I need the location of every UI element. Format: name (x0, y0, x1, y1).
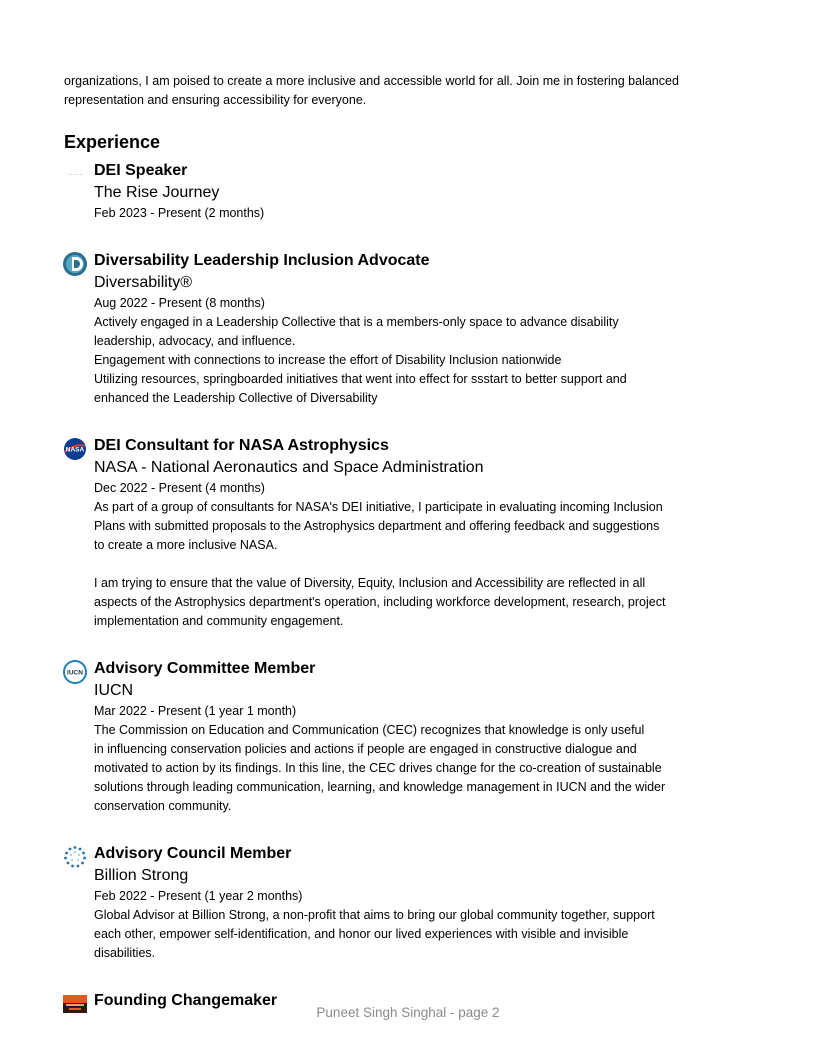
billion-strong-logo-icon (63, 845, 87, 869)
description-line: motivated to action by its findings. In this line, the CEC drives change for the co-creation of sustainable (94, 761, 662, 775)
job-dates: Dec 2022 - Present (4 months) (94, 481, 265, 495)
summary-line: representation and ensuring accessibility for everyone. (64, 93, 367, 107)
experience-entry (64, 160, 744, 223)
summary-paragraph (64, 72, 744, 110)
company-name: IUCN (94, 682, 134, 699)
description-line: The Commission on Education and Communication (CEC) recognizes that knowledge is only useful (94, 723, 645, 737)
description-line: leadership, advocacy, and influence. (94, 334, 296, 348)
experience-entry (64, 843, 744, 963)
description-line: Global Advisor at Billion Strong, a non-profit that aims to bring our global community together, support (94, 908, 655, 922)
iucn-logo-icon (63, 660, 87, 684)
job-dates: Mar 2022 - Present (1 year 1 month) (94, 704, 297, 718)
job-description (94, 313, 744, 408)
experience-entry (64, 250, 744, 408)
job-dates: Aug 2022 - Present (8 months) (94, 296, 265, 310)
description-line: enhanced the Leadership Collective of Diversability (94, 391, 378, 405)
description-line: implementation and community engagement. (94, 614, 344, 628)
resume-page (64, 72, 744, 1012)
job-title: DEI Consultant for NASA Astrophysics (94, 437, 389, 454)
job-title: Founding Changemaker (94, 992, 278, 1009)
description-line: Plans with submitted proposals to the Astrophysics department and offering feedback and suggestions (94, 519, 660, 533)
job-description (94, 906, 744, 963)
description-line: in influencing conservation policies and actions if people are engaged in constructive dialogue and (94, 742, 637, 756)
page-footer: Puneet Singh Singhal - page 2 (316, 1005, 500, 1020)
svg-text:⋯ ⋯ ⋯: ⋯ ⋯ ⋯ (67, 172, 83, 177)
job-title: Advisory Council Member (94, 845, 292, 862)
description-line: Utilizing resources, springboarded initiatives that went into effect for ssstart to better support and (94, 372, 627, 386)
description-line: each other, empower self-identification, and honor our lived experiences with visible and invisible (94, 927, 629, 941)
job-description (94, 721, 744, 816)
rise-journey-logo-icon (63, 162, 87, 186)
company-name: NASA - National Aeronautics and Space Administration (94, 459, 484, 476)
section-title-experience: Experience (64, 132, 161, 152)
description-line: conservation community. (94, 799, 232, 813)
job-title: Diversability Leadership Inclusion Advocate (94, 252, 430, 269)
job-dates: Feb 2023 - Present (2 months) (94, 206, 265, 220)
iucn-logo-text: IUCN (67, 669, 83, 677)
description-line: Engagement with connections to increase the effort of Disability Inclusion nationwide (94, 353, 562, 367)
diversability-logo-icon (63, 252, 87, 276)
company-name: Diversability® (94, 274, 193, 291)
description-line: solutions through leading communication, learning, and knowledge management in IUCN and the wider (94, 780, 666, 794)
job-title: DEI Speaker (94, 162, 188, 179)
summary-line: organizations, I am poised to create a more inclusive and accessible world for all. Join me in fostering balanced (64, 74, 679, 88)
description-line: aspects of the Astrophysics department's operation, including workforce development, research, project (94, 595, 666, 609)
job-title: Advisory Committee Member (94, 660, 316, 677)
job-dates: Feb 2022 - Present (1 year 2 months) (94, 889, 303, 903)
nasa-logo-icon (63, 437, 87, 461)
description-line: disabilities. (94, 946, 156, 960)
job-description (94, 498, 744, 631)
nasa-logo-text: NASA (65, 446, 85, 454)
company-name: Billion Strong (94, 867, 189, 884)
company-name: The Rise Journey (94, 184, 220, 201)
experience-entry (64, 435, 744, 631)
description-line: to create a more inclusive NASA. (94, 538, 278, 552)
description-line: As part of a group of consultants for NASA's DEI initiative, I participate in evaluating incoming Inclusion (94, 500, 663, 514)
experience-entry (64, 658, 744, 816)
description-line: I am trying to ensure that the value of Diversity, Equity, Inclusion and Accessibility are reflected in all (94, 576, 646, 590)
description-line: Actively engaged in a Leadership Collective that is a members-only space to advance disability (94, 315, 619, 329)
